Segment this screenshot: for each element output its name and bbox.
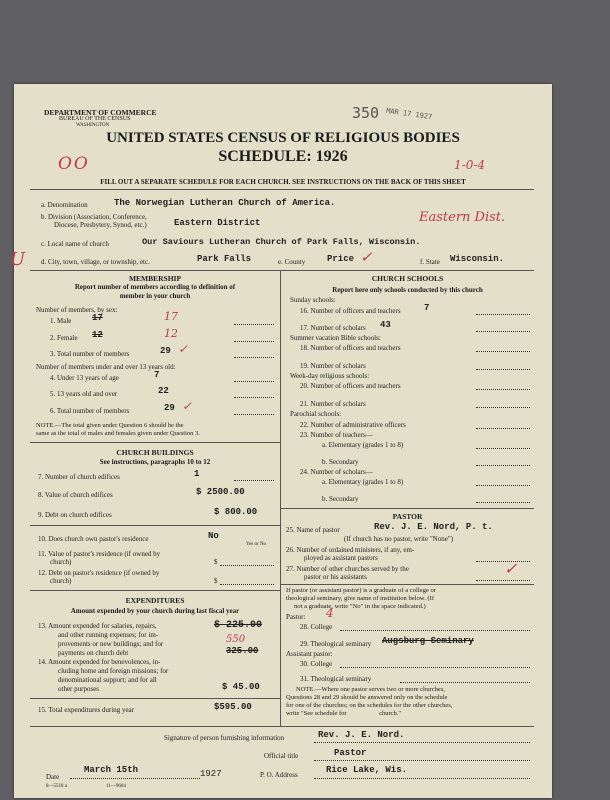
q27-blank bbox=[476, 580, 530, 581]
q4-blank bbox=[234, 381, 274, 382]
q12-label-1: 12. Debt on pastor's residence (if owned by bbox=[38, 569, 160, 577]
q26-label-2: ployed as assistant pastors bbox=[304, 554, 378, 562]
pastor-note-3: for one of the churches; on the schedules for the other churches, bbox=[286, 702, 453, 709]
handwritten-u: U bbox=[10, 249, 26, 270]
q27-label-1: 27. Number of other churches served by the bbox=[286, 565, 409, 573]
q4-label: 4. Under 13 years of age bbox=[50, 374, 119, 382]
q12-blank bbox=[220, 584, 274, 585]
local-name-label: c. Local name of church bbox=[41, 240, 109, 248]
q9-rule bbox=[30, 525, 280, 526]
q17-label: 17. Number of scholars bbox=[300, 324, 366, 332]
division-label-1: b. Division (Association, Conference, bbox=[41, 213, 147, 221]
q10-value: No bbox=[208, 531, 219, 541]
q5-blank bbox=[234, 397, 274, 398]
q25-note: (If church has no pastor, write "None") bbox=[344, 535, 454, 543]
q27-checkmark: ✓ bbox=[504, 559, 518, 578]
q9-label: 9. Debt on church edifices bbox=[38, 511, 112, 519]
q5-value: 22 bbox=[158, 386, 169, 396]
q27-rule bbox=[281, 584, 534, 585]
header-rule bbox=[30, 189, 534, 190]
q24b-blank bbox=[476, 502, 530, 503]
q25-value: Rev. J. E. Nord, P. t. bbox=[374, 522, 493, 532]
city-label: d. City, town, village, or township, etc. bbox=[41, 258, 150, 266]
q10-label: 10. Does church own pastor's residence bbox=[38, 535, 149, 543]
q17-value: 43 bbox=[380, 320, 391, 330]
handwritten-oo: OO bbox=[58, 154, 90, 174]
membership-intro-2: member in your church bbox=[119, 292, 191, 300]
q15-label: 15. Total expenditures during year bbox=[38, 706, 134, 714]
q14-line-2: cluding home and foreign missions; for bbox=[58, 667, 169, 675]
q13-typed-2: 325.00 bbox=[226, 646, 259, 656]
membership-rule bbox=[30, 442, 280, 443]
q12-dollar: $ bbox=[214, 577, 218, 585]
q26-label-1: 26. Number of ordained ministers, if any, em- bbox=[286, 546, 415, 554]
department-name: DEPARTMENT OF COMMERCE bbox=[44, 108, 157, 117]
sunday-schools-label: Sunday schools: bbox=[290, 296, 336, 304]
po-address-value: Rice Lake, Wis. bbox=[326, 765, 408, 775]
q13-line-4: payments on church debt bbox=[58, 649, 129, 657]
pastor-heading: PASTOR bbox=[392, 512, 423, 521]
pastor-note-2: Questions 28 and 29 should be answered only on the schedule bbox=[286, 694, 448, 701]
q6-checkmark: ✓ bbox=[182, 399, 193, 413]
pastor-note-1: NOTE.—Where one pastor serves two or more churches, bbox=[296, 686, 445, 693]
q23b-blank bbox=[476, 465, 530, 466]
q12-label-2: church) bbox=[50, 577, 72, 585]
q23a-blank bbox=[476, 448, 530, 449]
division-value: Eastern District bbox=[174, 218, 261, 228]
q5-label: 5. 13 years old and over bbox=[50, 390, 118, 398]
q11-dollar: $ bbox=[214, 558, 218, 566]
handwritten-4: 4 bbox=[326, 606, 334, 620]
date-value: March 15th bbox=[84, 765, 139, 775]
q16-label: 16. Number of officers and teachers bbox=[300, 307, 401, 315]
q23a-label: a. Elementary (grades 1 to 8) bbox=[322, 441, 404, 449]
q6-value: 29 bbox=[164, 403, 175, 413]
q21-blank bbox=[476, 407, 530, 408]
state-value: Wisconsin. bbox=[450, 254, 505, 264]
county-checkmark: ✓ bbox=[360, 248, 373, 266]
fields-rule bbox=[30, 270, 534, 271]
date-label: Date bbox=[46, 773, 60, 781]
form-instruction: FILL OUT A SEPARATE SCHEDULE FOR EACH CHURCH. SEE INSTRUCTIONS ON THE BACK OF THIS SHEET bbox=[100, 178, 466, 186]
official-title-line bbox=[314, 760, 530, 761]
q19-label: 19. Number of scholars bbox=[300, 362, 366, 370]
schools-heading: CHURCH SCHOOLS bbox=[371, 274, 444, 283]
q1-label: 1. Male bbox=[50, 317, 72, 325]
denomination-label: a. Denomination bbox=[41, 201, 88, 209]
q15-value: $595.00 bbox=[214, 702, 252, 712]
q22-blank bbox=[476, 428, 530, 429]
q6-label: 6. Total number of members bbox=[50, 407, 130, 415]
division-label-2: Diocese, Presbytery, Synod, etc.) bbox=[54, 221, 147, 229]
body-bottom-rule bbox=[30, 726, 534, 727]
q2-handwritten: 12 bbox=[164, 327, 178, 340]
q24a-label: a. Elementary (grades 1 to 8) bbox=[322, 478, 404, 486]
pastor-note-4: write "See schedule for church." bbox=[286, 710, 402, 717]
q4-value: 7 bbox=[154, 370, 160, 380]
q2-label: 2. Female bbox=[50, 334, 78, 342]
column-divider bbox=[280, 270, 281, 726]
q13-line-3: provements or new buildings; and for bbox=[58, 640, 164, 648]
graduate-note-2: theological seminary, give name of institution below. (If bbox=[286, 595, 435, 602]
q13-handwritten: 550 bbox=[226, 634, 246, 645]
buildings-heading: CHURCH BUILDINGS bbox=[116, 448, 194, 457]
q14-line-4: other purposes bbox=[58, 685, 100, 693]
county-label: e. County bbox=[278, 258, 306, 266]
q23-label: 23. Number of teachers— bbox=[300, 431, 373, 439]
bureau-name: BUREAU OF THE CENSUS bbox=[59, 116, 131, 122]
pastor-sub-label: Pastor: bbox=[286, 613, 306, 621]
by-sex-label: Number of members, by sex: bbox=[36, 306, 118, 314]
handwritten-code: 1-0-4 bbox=[454, 158, 486, 172]
q2-blank bbox=[234, 341, 274, 342]
q29-label: 29. Theological seminary bbox=[300, 640, 372, 648]
q1-handwritten: 17 bbox=[164, 310, 178, 323]
q13-line-2: and other running expenses; for im- bbox=[58, 631, 159, 639]
signature-line bbox=[314, 742, 530, 743]
county-value: Price bbox=[327, 254, 355, 264]
graduate-note-3: not a graduate, write "No" in the space indicated.) bbox=[294, 603, 426, 610]
q1-blank bbox=[234, 324, 274, 325]
q8-label: 8. Value of church edifices bbox=[38, 491, 113, 499]
q3-value: 29 bbox=[160, 346, 171, 356]
q28-label: 28. College bbox=[300, 623, 333, 631]
q18-label: 18. Number of officers and teachers bbox=[300, 344, 401, 352]
q27-label-2: pastor or his assistants bbox=[304, 573, 367, 581]
print-number: 11—9664 bbox=[106, 784, 126, 789]
date-line bbox=[70, 778, 200, 779]
buildings-intro: See instructions, paragraphs 10 to 12 bbox=[99, 458, 211, 466]
q29-value: Augsburg Seminary bbox=[382, 636, 474, 646]
bureau-city: WASHINGTON bbox=[76, 123, 110, 128]
q19-blank bbox=[476, 369, 530, 370]
po-address-line bbox=[314, 778, 530, 779]
q31-blank bbox=[400, 682, 530, 683]
q3-checkmark: ✓ bbox=[178, 342, 189, 356]
received-stamp-number: 350 bbox=[352, 104, 380, 122]
q3-label: 3. Total number of members bbox=[50, 350, 130, 358]
signature-label: Signature of person furnishing information bbox=[164, 734, 285, 742]
membership-note-1: NOTE.—The total given under Question 6 should be the bbox=[36, 422, 184, 429]
q6-blank bbox=[234, 414, 274, 415]
summer-schools-label: Summer vacation Bible schools: bbox=[290, 334, 381, 342]
q16-blank bbox=[476, 314, 530, 315]
yes-no-hint: Yes or No bbox=[246, 542, 267, 547]
q7-blank bbox=[234, 480, 274, 481]
expenditures-intro: Amount expended by your church during last fiscal year bbox=[70, 607, 240, 615]
q14-value: $ 45.00 bbox=[222, 682, 260, 692]
q14-rule bbox=[30, 698, 280, 699]
q28-blank bbox=[340, 630, 530, 631]
graduate-note-1: If pastor (or assistant pastor) is a graduate of a college or bbox=[286, 587, 436, 594]
q24b-label: b. Secondary bbox=[322, 495, 359, 503]
q16-value: 7 bbox=[424, 303, 430, 313]
expenditures-heading: EXPENDITURES bbox=[125, 596, 185, 605]
q7-label: 7. Number of church edifices bbox=[38, 473, 120, 481]
schools-intro: Report here only schools conducted by this church bbox=[332, 286, 483, 294]
q23b-label: b. Secondary bbox=[322, 458, 359, 466]
date-year: 1927 bbox=[200, 769, 222, 779]
q24a-blank bbox=[476, 485, 530, 486]
weekday-schools-label: Week-day religious schools: bbox=[290, 372, 370, 380]
received-stamp-date: MAR 17 1927 bbox=[385, 106, 433, 122]
q8-value: $ 2500.00 bbox=[196, 487, 245, 497]
membership-intro-1: Report number of members according to definition of bbox=[74, 283, 236, 291]
q2-typed: 12 bbox=[92, 330, 103, 340]
q9-value: $ 800.00 bbox=[214, 507, 258, 517]
q26-blank bbox=[476, 561, 530, 562]
q25-label: 25. Name of pastor bbox=[286, 526, 340, 534]
q31-label: 31. Theological seminary bbox=[300, 675, 372, 683]
q22-label: 22. Number of administrative officers bbox=[300, 421, 406, 429]
membership-note-2: same as the total of males and females given under Question 3. bbox=[36, 430, 200, 437]
official-title-value: Pastor bbox=[334, 748, 367, 758]
q21-label: 21. Number of scholars bbox=[300, 400, 366, 408]
age-intro: Number of members under and over 13 years old: bbox=[36, 363, 176, 371]
q20-blank bbox=[476, 389, 530, 390]
q13-typed: $ 225.00 bbox=[214, 620, 263, 631]
signature-value: Rev. J. E. Nord. bbox=[318, 730, 405, 740]
schools-rule bbox=[281, 508, 534, 509]
q18-blank bbox=[476, 351, 530, 352]
form-number: 8—5518 a bbox=[46, 784, 67, 789]
q11-blank bbox=[220, 565, 274, 566]
form-subtitle: SCHEDULE: 1926 bbox=[218, 148, 348, 165]
q11-label-2: church) bbox=[50, 558, 72, 566]
q30-label: 30. College bbox=[300, 660, 333, 668]
q3-blank bbox=[234, 357, 274, 358]
q20-label: 20. Number of officers and teachers bbox=[300, 382, 401, 390]
denomination-value: The Norwegian Lutheran Church of America. bbox=[114, 198, 336, 208]
city-value: Park Falls bbox=[197, 254, 252, 264]
q24-label: 24. Number of scholars— bbox=[300, 468, 373, 476]
division-handwritten: Eastern Dist. bbox=[419, 210, 506, 225]
q14-line-3: denominational support; and for all bbox=[58, 676, 157, 684]
q30-blank bbox=[340, 667, 530, 668]
q13-line-1: 13. Amount expended for salaries, repairs, bbox=[38, 622, 157, 630]
parochial-schools-label: Parochial schools: bbox=[290, 410, 342, 418]
q7-value: 1 bbox=[194, 469, 200, 479]
state-label: f. State bbox=[420, 258, 440, 266]
form-title: UNITED STATES CENSUS OF RELIGIOUS BODIES bbox=[106, 130, 460, 146]
membership-heading: MEMBERSHIP bbox=[128, 274, 182, 283]
assistant-pastor-label: Assistant pastor: bbox=[286, 650, 333, 658]
local-name-value: Our Saviours Lutheran Church of Park Falls, Wisconsin. bbox=[142, 237, 421, 247]
q11-label-1: 11. Value of pastor's residence (if owned by bbox=[38, 550, 161, 558]
po-address-label: P. O. Address bbox=[260, 771, 298, 779]
buildings-rule bbox=[30, 590, 280, 591]
q17-blank bbox=[476, 331, 530, 332]
q1-typed: 17 bbox=[92, 313, 103, 323]
census-schedule-sheet bbox=[10, 84, 552, 798]
official-title-label: Official title bbox=[264, 752, 299, 760]
q14-line-1: 14. Amount expended for benevolences, in- bbox=[38, 658, 161, 666]
